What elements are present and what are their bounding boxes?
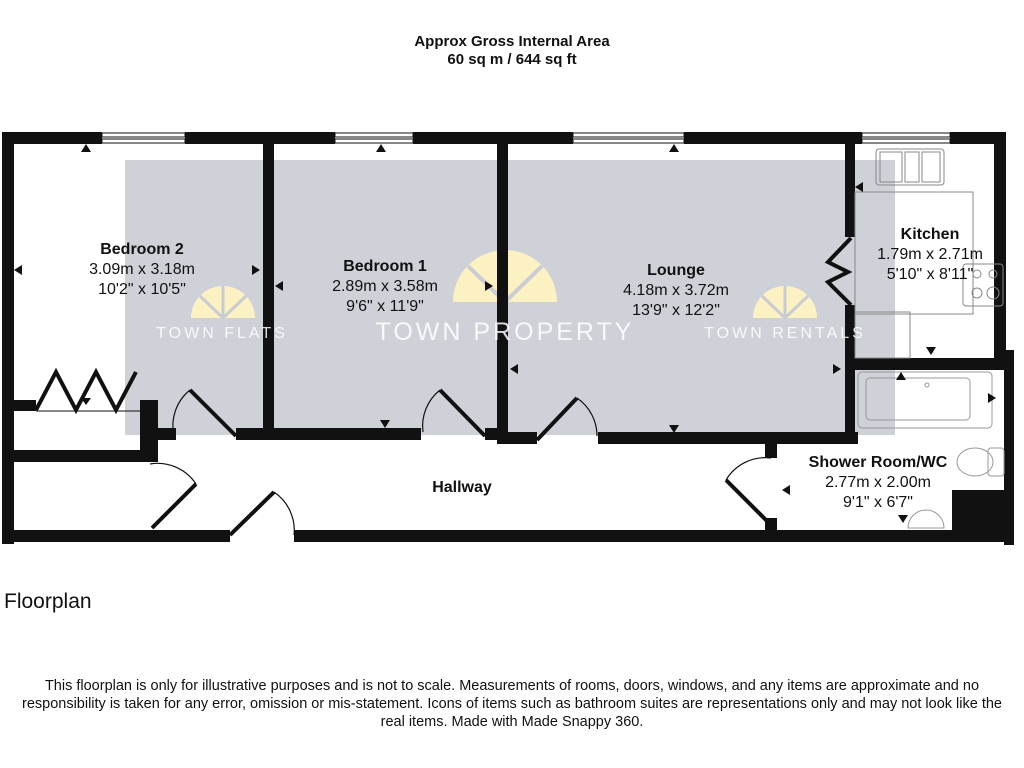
room-imperial: 5'10" x 8'11" xyxy=(886,266,974,283)
room-metric: 4.18m x 3.72m xyxy=(623,282,729,299)
area-title: Approx Gross Internal Area xyxy=(414,33,610,50)
disclaimer-text: This floorplan is only for illustrative purposes and is not to scale. Measurements of rooms, doors, windows, and any items are approximate and no responsibility is taken for any error, omission or mis-statement. Icons of items such as bathroom suites are representations only and may not look like the real items. Made with Made Snappy 360. xyxy=(21,678,1002,730)
room-hallway xyxy=(432,478,492,498)
room-metric: 2.77m x 2.00m xyxy=(825,474,931,491)
room-bedroom-1 xyxy=(332,257,438,317)
room-imperial: 13'9" x 12'2" xyxy=(632,302,720,319)
room-name: Bedroom 2 xyxy=(100,241,184,258)
room-imperial: 9'6" x 11'9" xyxy=(346,298,424,315)
room-metric: 2.89m x 3.58m xyxy=(332,278,438,295)
watermark-town-property: TOWN PROPERTY xyxy=(375,318,635,346)
watermark-town-rentals: TOWN RENTALS xyxy=(704,325,866,342)
area-value: 60 sq m / 644 sq ft xyxy=(447,51,577,68)
room-imperial: 10'2" x 10'5" xyxy=(98,281,186,298)
room-name: Bedroom 1 xyxy=(343,258,427,275)
room-metric: 1.79m x 2.71m xyxy=(877,246,983,263)
room-imperial: 9'1" x 6'7" xyxy=(843,494,913,511)
room-metric: 3.09m x 3.18m xyxy=(89,261,195,278)
room-name: Shower Room/WC xyxy=(808,454,948,471)
room-kitchen xyxy=(877,225,983,285)
room-name: Lounge xyxy=(647,262,705,279)
floorplan-caption: Floorplan xyxy=(4,590,92,613)
room-lounge xyxy=(623,261,729,321)
watermark-town-flats: TOWN FLATS xyxy=(156,325,288,342)
room-name: Kitchen xyxy=(900,226,960,243)
room-shower-room xyxy=(809,453,948,513)
room-name: Hallway xyxy=(432,479,492,496)
room-bedroom-2 xyxy=(89,240,195,300)
